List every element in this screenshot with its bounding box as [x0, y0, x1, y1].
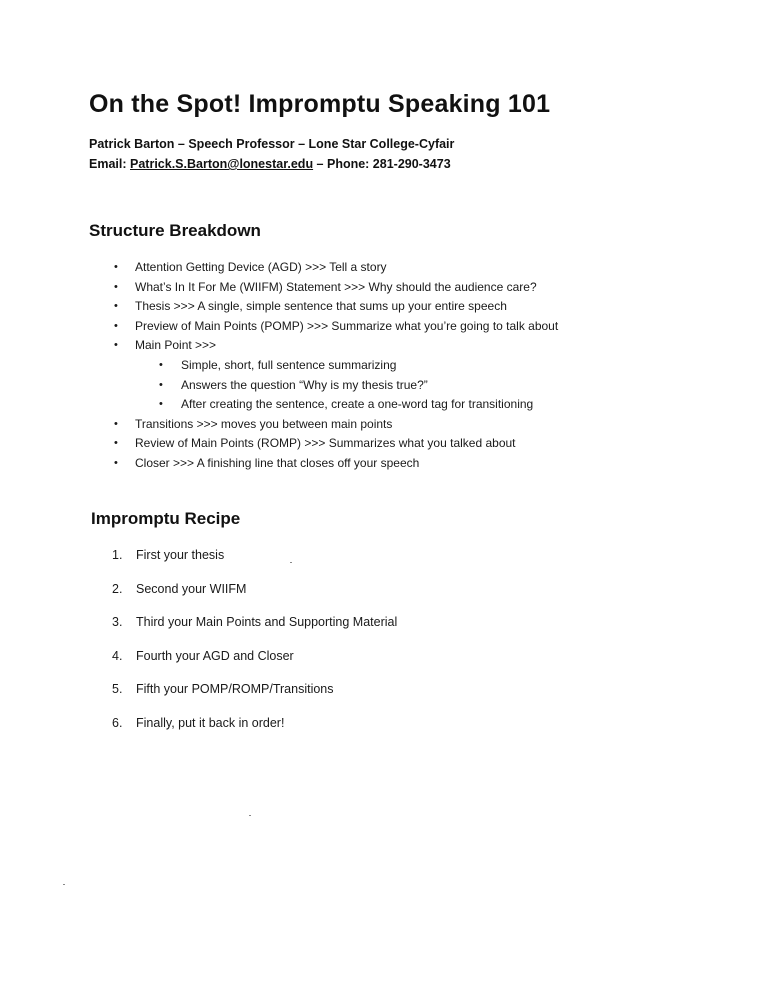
- sub-bullet-item: • After creating the sentence, create a one-word tag for transitioning: [114, 395, 558, 415]
- recipe-step: [112, 713, 397, 747]
- email-label: Email:: [89, 157, 130, 171]
- step-number: 2.: [112, 581, 123, 596]
- bullet-item: • Preview of Main Points (POMP) >>> Summarize what you’re going to talk about: [114, 317, 558, 337]
- structure-heading: Structure Breakdown: [89, 221, 261, 240]
- phone-text: – Phone: 281-290-3473: [313, 157, 451, 171]
- bullet-item: • Closer >>> A finishing line that closes off your speech: [114, 454, 558, 474]
- page-title: On the Spot! Impromptu Speaking 101: [89, 90, 551, 118]
- step-number: 6.: [112, 715, 123, 730]
- recipe-list: [112, 545, 397, 747]
- step-number: 5.: [112, 682, 123, 697]
- step-text: First your thesis: [136, 548, 225, 562]
- structure-list: [114, 258, 558, 474]
- recipe-heading: Impromptu Recipe: [91, 509, 241, 528]
- scan-speck: [249, 815, 251, 816]
- bullet-item: • Main Point >>>: [114, 336, 558, 356]
- recipe-step: [112, 646, 397, 680]
- sub-bullet-item: • Simple, short, full sentence summarizing: [114, 356, 558, 376]
- step-text: Fourth your AGD and Closer: [136, 648, 294, 663]
- recipe-step: [112, 545, 397, 579]
- step-number: 3.: [112, 615, 123, 630]
- recipe-step: [112, 579, 397, 613]
- step-number: 1.: [112, 548, 123, 562]
- email-link[interactable]: Patrick.S.Barton@lonestar.edu: [130, 157, 314, 171]
- step-text: Third your Main Points and Supporting Material: [136, 615, 398, 630]
- step-text: Finally, put it back in order!: [136, 715, 285, 730]
- step-text: Fifth your POMP/ROMP/Transitions: [136, 682, 334, 697]
- bullet-item: • Thesis >>> A single, simple sentence that sums up your entire speech: [114, 297, 558, 317]
- scan-speck: [63, 884, 65, 885]
- author-line: Patrick Barton – Speech Professor – Lone Star College-Cyfair: [89, 137, 455, 151]
- sub-bullet-item: • Answers the question “Why is my thesis true?”: [114, 376, 558, 396]
- bullet-item: • Review of Main Points (ROMP) >>> Summarizes what you talked about: [114, 434, 558, 454]
- step-text: Second your WIIFM: [136, 581, 247, 596]
- contact-line: [89, 157, 451, 171]
- recipe-step: [112, 679, 397, 713]
- bullet-item: • Attention Getting Device (AGD) >>> Tell a story: [114, 258, 558, 278]
- step-number: 4.: [112, 648, 123, 663]
- bullet-item: • Transitions >>> moves you between main points: [114, 415, 558, 435]
- recipe-step: [112, 612, 397, 646]
- scan-speck: [290, 562, 292, 563]
- bullet-item: • What’s In It For Me (WIIFM) Statement >>> Why should the audience care?: [114, 278, 558, 298]
